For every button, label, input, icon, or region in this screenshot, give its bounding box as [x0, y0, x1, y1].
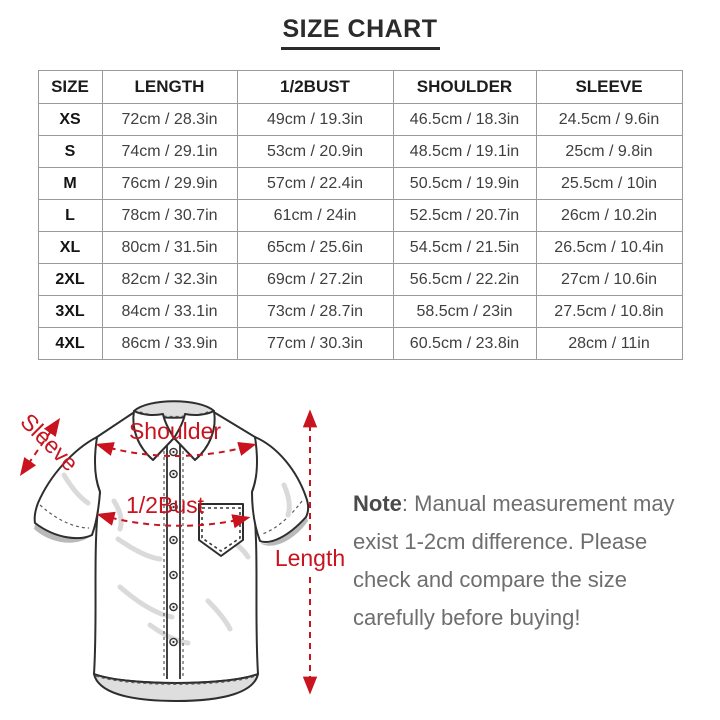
- size-table: [38, 70, 683, 360]
- measurement-cell: 25.5cm / 10in: [536, 168, 682, 200]
- table-row: [38, 168, 682, 200]
- size-cell: XS: [38, 104, 102, 136]
- measurement-cell: 58.5cm / 23in: [393, 296, 536, 328]
- shirt-illustration: [2, 387, 350, 720]
- measurement-cell: 26cm / 10.2in: [536, 200, 682, 232]
- size-cell: 4XL: [38, 328, 102, 360]
- measurement-cell: 50.5cm / 19.9in: [393, 168, 536, 200]
- column-header: SIZE: [38, 71, 102, 104]
- measurement-cell: 80cm / 31.5in: [102, 232, 237, 264]
- measurement-cell: 76cm / 29.9in: [102, 168, 237, 200]
- size-cell: L: [38, 200, 102, 232]
- measurement-cell: 52.5cm / 20.7in: [393, 200, 536, 232]
- measurement-cell: 77cm / 30.3in: [237, 328, 393, 360]
- measurement-cell: 61cm / 24in: [237, 200, 393, 232]
- half-bust-label: 1/2Bust: [126, 492, 204, 518]
- sleeve-label: Sleeve: [15, 408, 84, 477]
- shoulder-label: Shoulder: [128, 418, 222, 444]
- measurement-cell: 74cm / 29.1in: [102, 136, 237, 168]
- measurement-cell: 78cm / 30.7in: [102, 200, 237, 232]
- measurement-cell: 27cm / 10.6in: [536, 264, 682, 296]
- measurement-cell: 73cm / 28.7in: [237, 296, 393, 328]
- measurement-cell: 69cm / 27.2in: [237, 264, 393, 296]
- measurement-cell: 28cm / 11in: [536, 328, 682, 360]
- table-row: [38, 104, 682, 136]
- shirt-measurement-diagram: [2, 387, 350, 720]
- length-label: Length: [274, 545, 346, 571]
- measurement-cell: 46.5cm / 18.3in: [393, 104, 536, 136]
- measurement-cell: 72cm / 28.3in: [102, 104, 237, 136]
- note-body: : Manual measurement may exist 1-2cm difference. Please check and compare the size carefully before buying!: [353, 491, 675, 630]
- shirt-body: [34, 401, 308, 701]
- table-row: [38, 328, 682, 360]
- bottom-section: [0, 383, 720, 720]
- measurement-cell: 60.5cm / 23.8in: [393, 328, 536, 360]
- size-cell: 2XL: [38, 264, 102, 296]
- table-row: [38, 136, 682, 168]
- measurement-cell: 86cm / 33.9in: [102, 328, 237, 360]
- measurement-cell: 84cm / 33.1in: [102, 296, 237, 328]
- table-row: [38, 200, 682, 232]
- measurement-cell: 27.5cm / 10.8in: [536, 296, 682, 328]
- page-title: SIZE CHART: [281, 15, 440, 50]
- measurement-cell: 57cm / 22.4in: [237, 168, 393, 200]
- table-row: [38, 264, 682, 296]
- column-header: LENGTH: [102, 71, 237, 104]
- table-row: [38, 296, 682, 328]
- measurement-cell: 26.5cm / 10.4in: [536, 232, 682, 264]
- table-row: [38, 232, 682, 264]
- measurement-cell: 24.5cm / 9.6in: [536, 104, 682, 136]
- measurement-cell: 49cm / 19.3in: [237, 104, 393, 136]
- note-label: Note: [353, 491, 402, 516]
- measurement-cell: 53cm / 20.9in: [237, 136, 393, 168]
- measurement-cell: 54.5cm / 21.5in: [393, 232, 536, 264]
- size-cell: S: [38, 136, 102, 168]
- column-header: SHOULDER: [393, 71, 536, 104]
- measurement-cell: 65cm / 25.6in: [237, 232, 393, 264]
- column-header: SLEEVE: [536, 71, 682, 104]
- measurement-cell: 56.5cm / 22.2in: [393, 264, 536, 296]
- measurement-note: [353, 485, 701, 637]
- size-cell: XL: [38, 232, 102, 264]
- column-header: 1/2BUST: [237, 71, 393, 104]
- size-chart-page: [0, 15, 720, 720]
- size-cell: 3XL: [38, 296, 102, 328]
- size-cell: M: [38, 168, 102, 200]
- measurement-cell: 25cm / 9.8in: [536, 136, 682, 168]
- measurement-cell: 48.5cm / 19.1in: [393, 136, 536, 168]
- table-body: [38, 104, 682, 360]
- table-header-row: [38, 71, 682, 104]
- measurement-cell: 82cm / 32.3in: [102, 264, 237, 296]
